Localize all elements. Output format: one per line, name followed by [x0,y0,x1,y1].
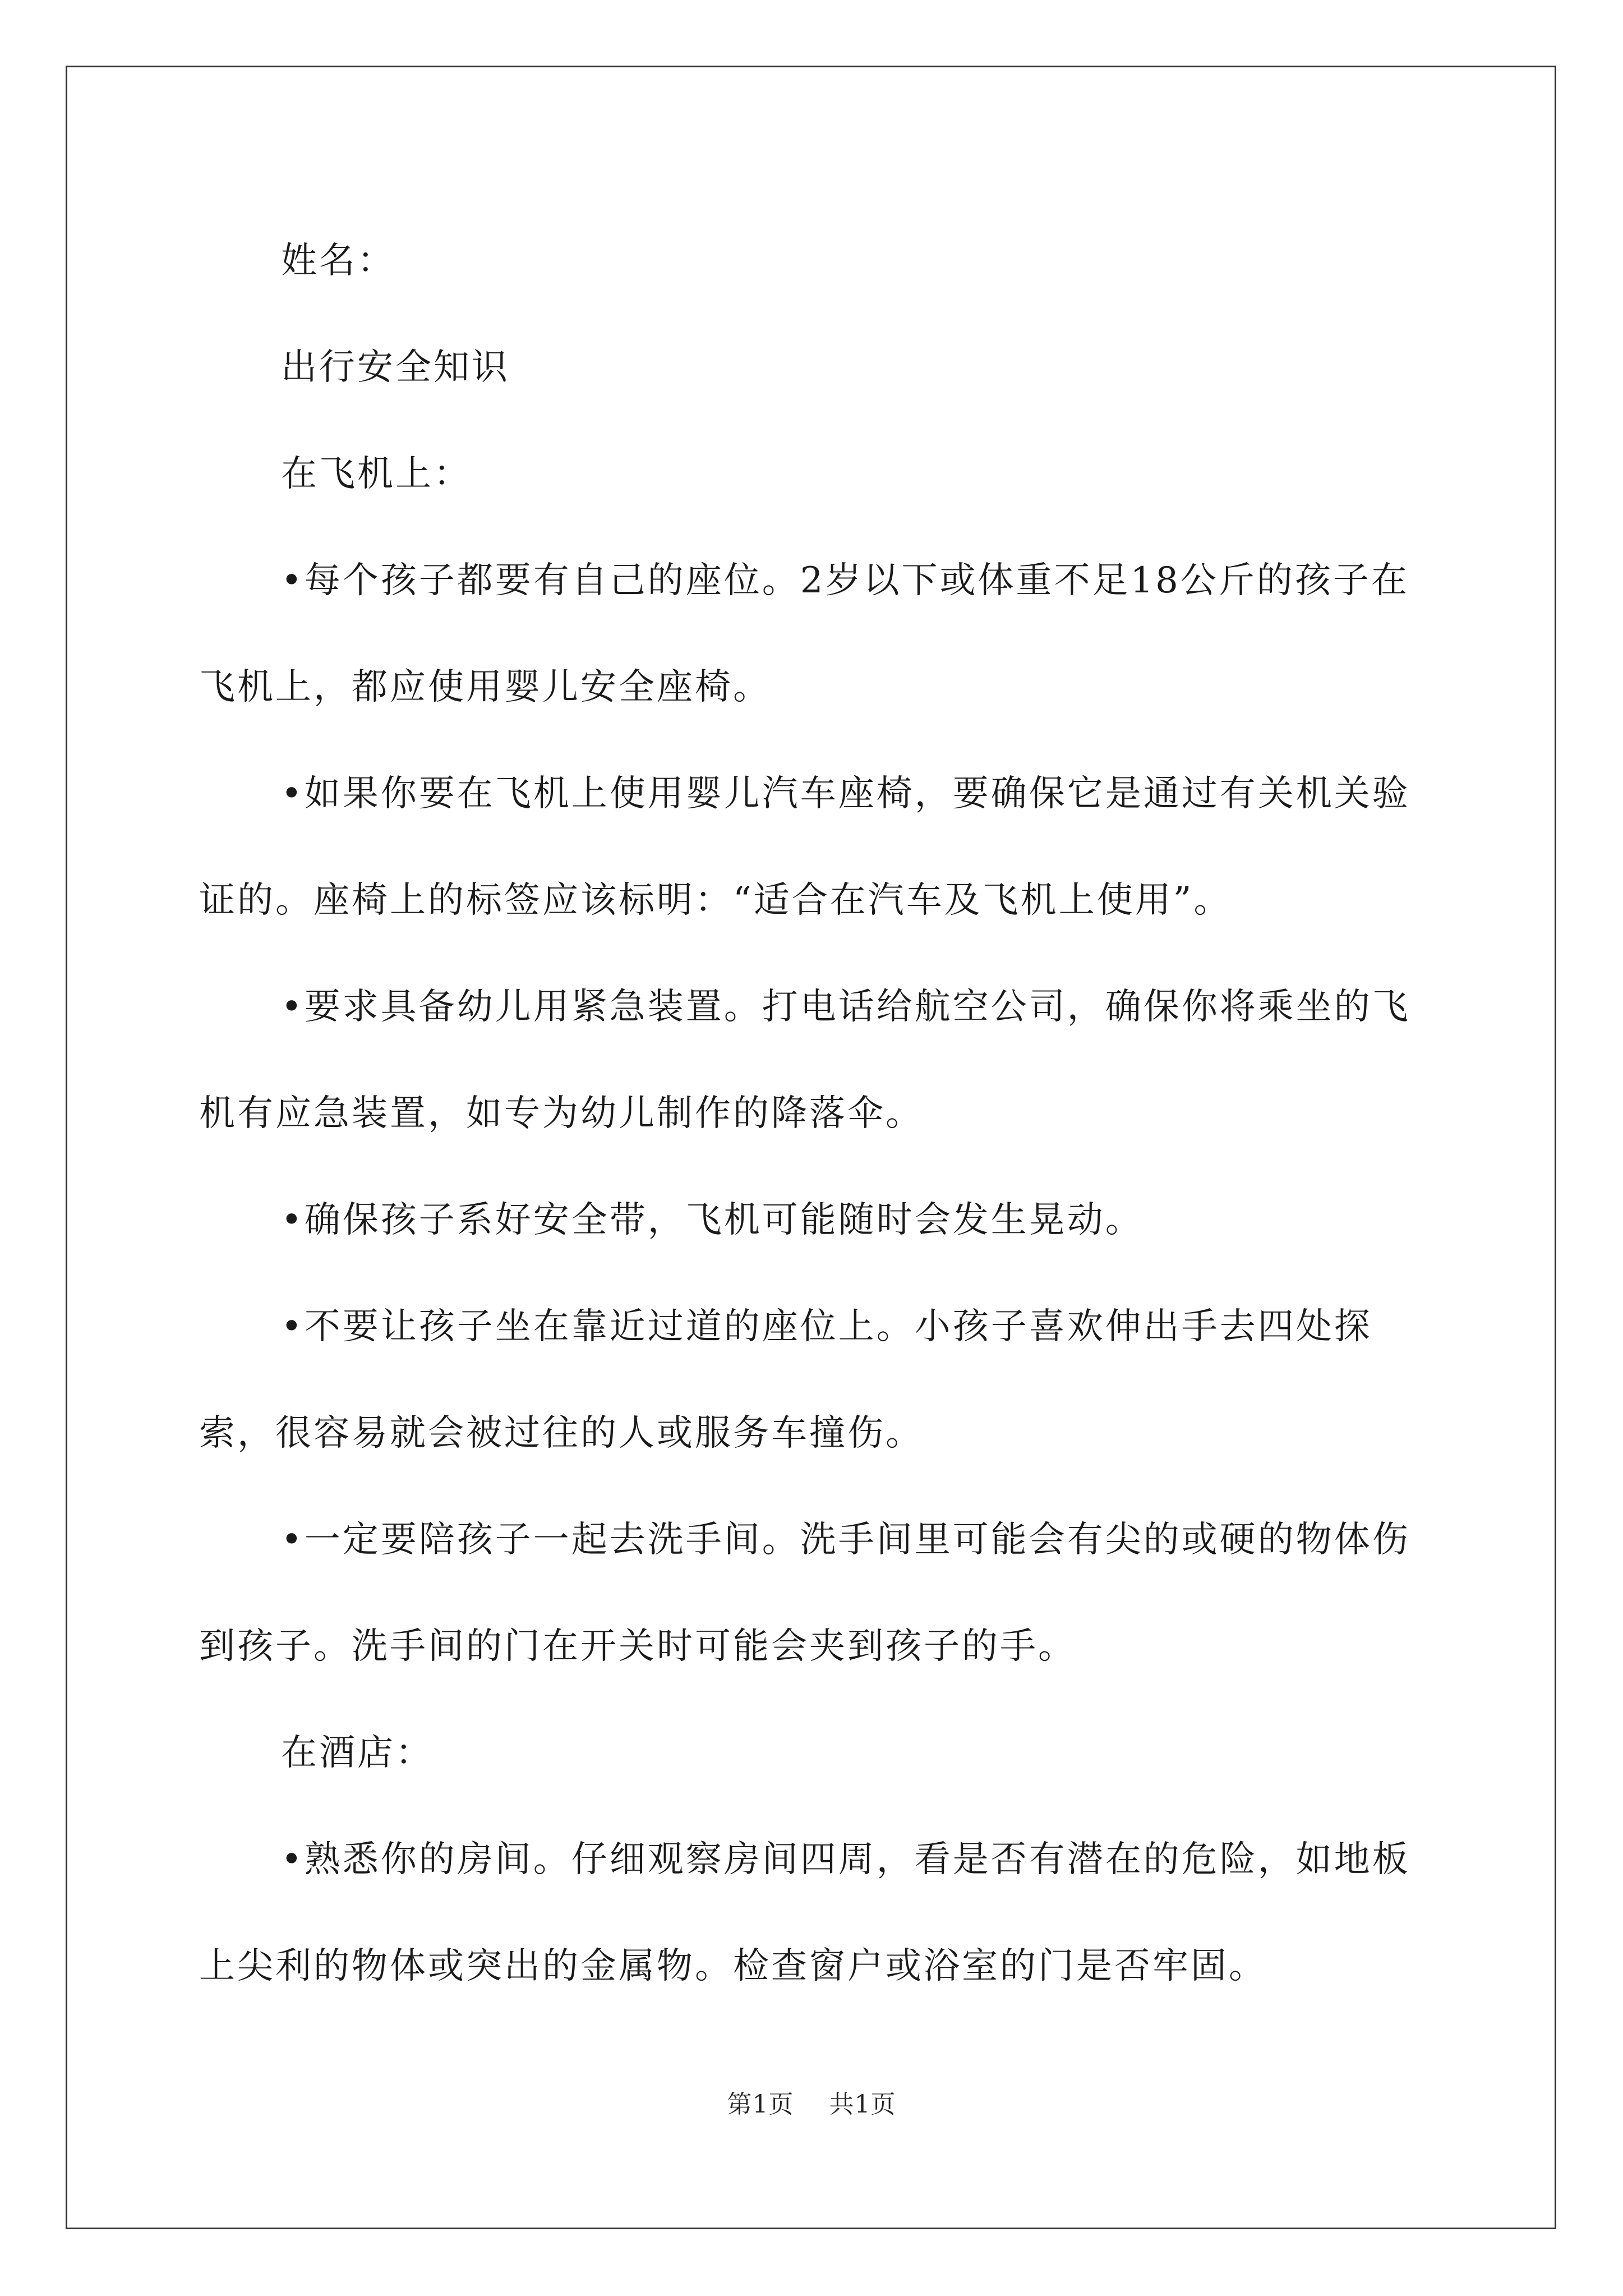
paragraph-seatbelt: •确保孩子系好安全带，飞机可能随时会发生晃动。 [281,1199,1144,1241]
document-title: 出行安全知识 [281,347,510,388]
total-page-count: 共1页 [829,2090,896,2119]
paragraph-room-check: •熟悉你的房间。仔细观察房间四周，看是否有潜在的危险，如地板上尖利的物体或突出的金属物。检查窗户或浴室的门是否牢固。 [199,1839,1410,1987]
page-footer [0,2084,1623,2120]
paragraph-own-seat: •每个孩子都要有自己的座位。2岁以下或体重不足18公斤的孩子在飞机上，都应使用婴儿安全座椅。 [199,560,1409,708]
current-page-number: 第1页 [727,2090,794,2119]
paragraph-car-seat: •如果你要在飞机上使用婴儿汽车座椅，要确保它是通过有关机关验证的。座椅上的标签应该标明：“适合在汽车及飞机上使用”。 [199,773,1410,921]
paragraph-restroom: •一定要陪孩子一起去洗手间。洗手间里可能会有尖的或硬的物体伤到孩子。洗手间的门在开关时可能会夹到孩子的手。 [199,1519,1410,1667]
name-field-label: 姓名： [281,240,395,282]
paragraph-aisle-seat: •不要让孩子坐在靠近过道的座位上。小孩子喜欢伸出手去四处探索，很容易就会被过往的人或服务车撞伤。 [199,1306,1372,1454]
paragraph-emergency-device: •要求具备幼儿用紧急装置。打电话给航空公司，确保你将乘坐的飞机有应急装置，如专为幼儿制作的降落伞。 [199,986,1410,1134]
section-heading-hotel: 在酒店： [281,1732,434,1774]
section-heading-airplane: 在飞机上： [281,453,472,495]
document-body [199,208,1427,2019]
